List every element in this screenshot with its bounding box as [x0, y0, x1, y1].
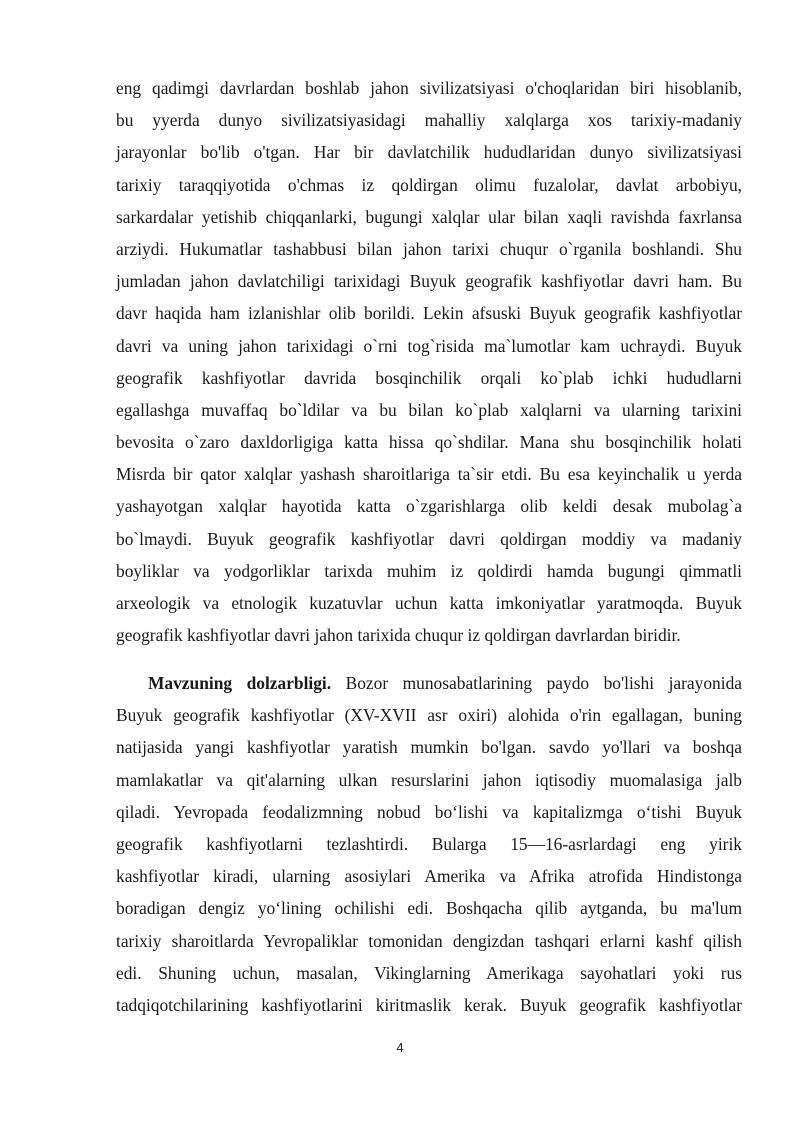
text-line: arxeologik va etnologik kuzatuvlar uchun katta imkoniyatlar yaratmoqda. Buyuk	[116, 593, 742, 613]
text-line: mamlakatlar va qit'alarning ulkan resurslarini jahon iqtisodiy muomalasiga jalb	[116, 769, 742, 790]
text-line: boradigan dengiz yo‘lining ochilishi edi. Boshqacha qilib aytganda, bu ma'lum	[116, 898, 742, 919]
text-line: arziydi. Hukumatlar tashabbusi bilan jahon tarixi chuqur o`rganila boshlandi. Shu	[116, 238, 742, 259]
text-line: bu yyerda dunyo sivilizatsiyasidagi mahalliy xalqlarga xos tarixiy-madaniy	[116, 110, 742, 131]
text-line: qiladi. Yevropada feodalizmning nobud bo‘lishi va kapitalizmga o‘tishi Buyuk	[116, 801, 742, 822]
text-line: jarayonlar bo'lib o'tgan. Har bir davlatchilik hududlaridan dunyo sivilizatsiyasi	[116, 142, 742, 163]
text-line: Buyuk geografik kashfiyotlar (XV-XVII asr oxiri) alohida o'rin egallagan, buning	[116, 705, 742, 726]
text-line: Misrda bir qator xalqlar yashash sharoitlariga ta`sir etdi. Bu esa keyinchalik u yerda	[116, 464, 742, 485]
text-line: jumladan jahon davlatchiligi tarixidagi Buyuk geografik kashfiyotlar davri ham. Bu	[116, 271, 742, 292]
text-line: geografik kashfiyotlar davri jahon tarixida chuqur iz qoldirgan davrlardan biridir.	[116, 625, 681, 646]
section-heading: Mavzuning dolzarbligi.	[148, 673, 332, 693]
text-line: kashfiyotlar kiradi, ularning asosiylari Amerika va Afrika atrofida Hindistonga	[116, 866, 742, 887]
text-line: tarixiy taraqqiyotida o'chmas iz qoldirgan olimu fuzalolar, davlat arbobiyu,	[116, 174, 742, 195]
text-line: boyliklar va yodgorliklar tarixda muhim iz qoldirdi hamda bugungi qimmatli	[116, 560, 742, 581]
text-line: davri va uning jahon tarixidagi o`rni tog`risida ma`lumotlar kam uchraydi. Buyuk	[116, 335, 742, 356]
text-line	[116, 667, 742, 699]
text-line: natijasida yangi kashfiyotlar yaratish mumkin bo'lgan. savdo yo'llari va boshqa	[116, 737, 742, 758]
text-line: eng qadimgi davrlardan boshlab jahon sivilizatsiyasi o'choqlaridan biri hisoblanib,	[116, 78, 742, 98]
text-line: egallashga muvaffaq bo`ldilar va bu bilan ko`plab xalqlarni va ularning tarixini	[116, 399, 742, 420]
text-line: geografik kashfiyotlar davrida bosqinchilik orqali ko`plab ichki hududlarni	[116, 367, 742, 388]
text-line: bo`lmaydi. Buyuk geografik kashfiyotlar davri qoldirgan moddiy va madaniy	[116, 528, 742, 549]
text-line: davr haqida ham izlanishlar olib borildi. Lekin afsuski Buyuk geografik kashfiyotlar	[116, 303, 742, 324]
text-line: sarkardalar yetishib chiqqanlarki, bugungi xalqlar ular bilan xaqli ravishda faxrlansa	[116, 206, 742, 227]
text-line: bevosita o`zaro daxldorligiga katta hissa qo`shdilar. Mana shu bosqinchilik holati	[116, 432, 742, 453]
text-line: tarixiy sharoitlarda Yevropaliklar tomonidan dengizdan tashqari erlarni kashf qilish	[116, 930, 742, 951]
text-line: tadqiqotchilarining kashfiyotlarini kiritmaslik kerak. Buyuk geografik kashfiyotlar	[116, 994, 742, 1015]
paragraph-relevance	[116, 667, 742, 1021]
text-line: geografik kashfiyotlarni tezlashtirdi. Bularga 15—16-asrlardagi eng yirik	[116, 833, 742, 854]
heading-continuation: Bozor munosabatlarining paydo bo'lishi jarayonida	[331, 673, 742, 693]
paragraph-intro	[116, 72, 742, 651]
text-line: edi. Shuning uchun, masalan, Vikinglarning Amerikaga sayohatlari yoki rus	[116, 962, 742, 983]
page-number: 4	[396, 1040, 404, 1055]
text-line: yashayotgan xalqlar hayotida katta o`zgarishlarga olib keldi desak mubolag`a	[116, 496, 742, 517]
